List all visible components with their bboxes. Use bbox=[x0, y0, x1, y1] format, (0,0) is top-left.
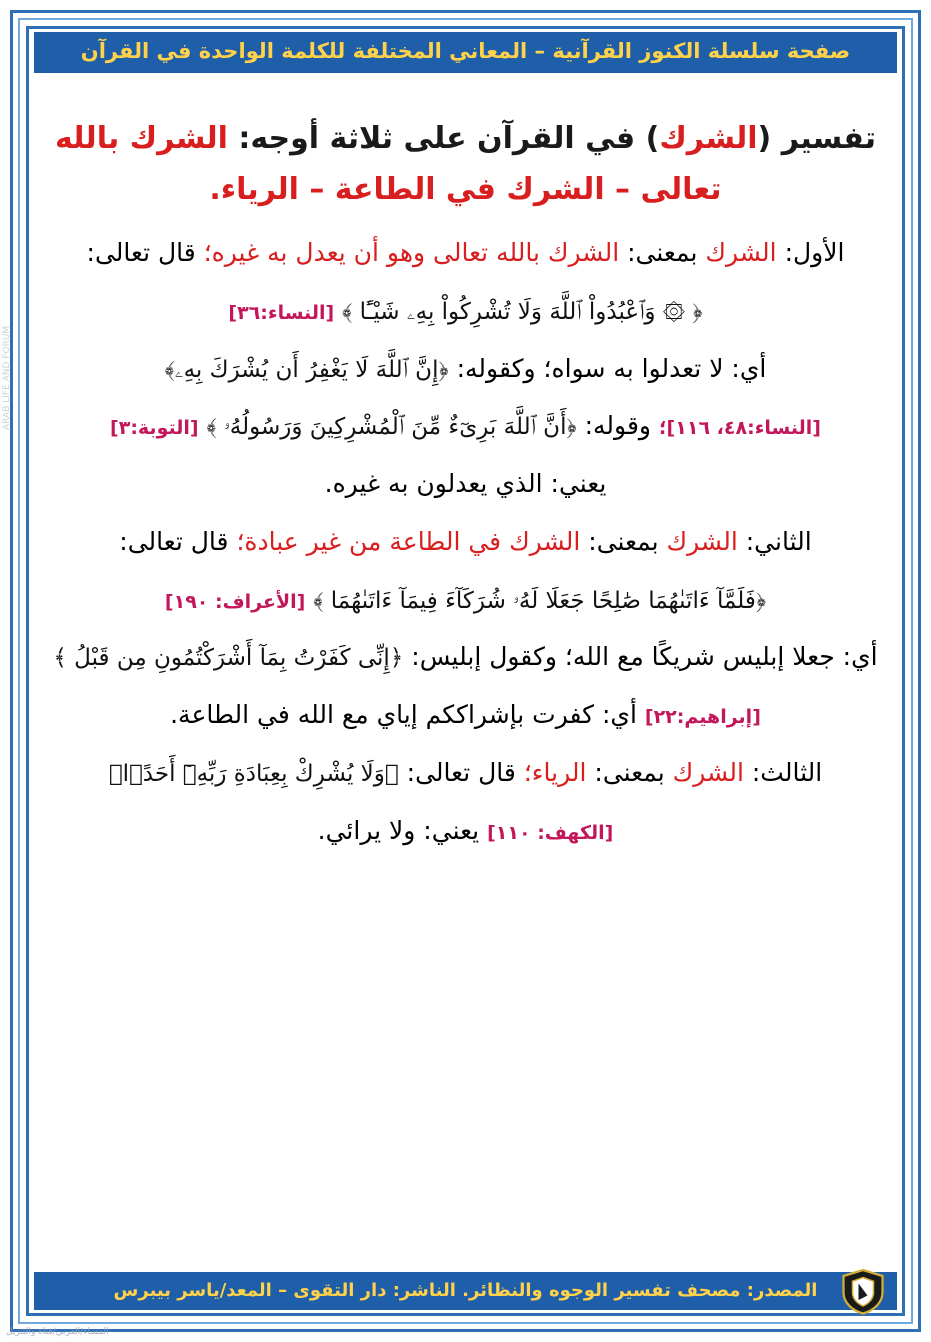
explain-text: أي: جعلا إبليس شريكًا مع الله؛ وكقول إبليس: bbox=[411, 642, 878, 672]
quran-verse-text: ﴿فَلَمَّآ ءَاتَىٰهُمَا صَٰلِحًا جَعَلَا لَهُۥ شُرَكَآءَ فِيمَآ ءَاتَىٰهُمَا ﴾ bbox=[313, 587, 767, 614]
section-first-word: الشرك bbox=[705, 238, 777, 268]
quran-reference: [التوبة:٣] bbox=[110, 417, 199, 440]
section-second-meaning-intro: بمعنى: bbox=[588, 526, 659, 556]
shield-logo-icon bbox=[839, 1267, 887, 1315]
watermark-side-text: ARAB LIFE AND FORUM bbox=[2, 325, 12, 430]
section-second-after: قال تعالى: bbox=[119, 526, 229, 556]
footer-publisher-value: دار التقوى bbox=[293, 1279, 387, 1301]
quran-verse-text: ﴿ ۞ وَٱعْبُدُواْ ٱللَّهَ وَلَا تُشْرِكُواْ بِهِۦ شَيْـًٔا ﴾ bbox=[342, 298, 703, 325]
section-third-intro bbox=[42, 751, 889, 795]
section-first-meaning: الشرك بالله تعالى وهو أن يعدل به غيره؛ bbox=[203, 238, 620, 268]
section-second-intro bbox=[42, 520, 889, 564]
quran-reference: [الأعراف: ١٩٠] bbox=[164, 590, 306, 613]
section-second-quran-1 bbox=[42, 578, 889, 622]
title-part2: ) في القرآن على ثلاثة أوجه: bbox=[227, 121, 660, 157]
explain-text: أي: لا تعدلوا به سواه؛ وكقوله: bbox=[456, 353, 767, 383]
footer-source-label: المصدر: bbox=[746, 1279, 818, 1301]
page-content bbox=[34, 32, 897, 1310]
section-second-meaning: الشرك في الطاعة من غير عبادة؛ bbox=[236, 526, 581, 556]
quran-reference: [إبراهيم:٢٢] bbox=[644, 706, 761, 729]
section-second-word: الشرك bbox=[666, 526, 738, 556]
section-first-intro bbox=[42, 231, 889, 275]
section-second-label: الثاني: bbox=[745, 526, 812, 556]
title-block bbox=[42, 113, 889, 215]
quran-reference: [النساء:٤٨، ١١٦]؛ bbox=[658, 417, 821, 440]
section-second-explain-1 bbox=[42, 635, 889, 679]
footer-publisher-label: الناشر: bbox=[392, 1279, 456, 1301]
section-first-explain-2 bbox=[42, 404, 889, 448]
section-first-meaning-intro: بمعنى: bbox=[627, 238, 698, 268]
quran-reference: [النساء:٣٦] bbox=[228, 301, 335, 324]
section-third-meaning: الرياء؛ bbox=[523, 757, 587, 787]
section-first-after: قال تعالى: bbox=[86, 238, 196, 268]
section-first-label: الأول: bbox=[784, 238, 845, 268]
explain-text: يعني: ولا يرائي. bbox=[317, 815, 480, 845]
page-footer bbox=[34, 1272, 897, 1311]
quran-verse-text: ﴿أَنَّ ٱللَّهَ بَرِىٓءٌ مِّنَ ٱلْمُشْرِكِينَ وَرَسُولُهُۥ ﴾ bbox=[206, 414, 577, 441]
title-part1: تفسير ( bbox=[757, 121, 876, 157]
document-body bbox=[34, 73, 897, 1271]
section-third-word: الشرك bbox=[672, 757, 744, 787]
explain-text: وقوله: bbox=[584, 411, 651, 441]
section-first-quran-1 bbox=[42, 289, 889, 333]
footer-source-value: مصحف تفسير الوجوه والنظائر. bbox=[462, 1279, 741, 1301]
quran-verse-text: ﴿وَلَا يُشْرِكْ بِعِبَادَةِ رَبِّهِۦٓ أَحَدًۢا﴾ bbox=[108, 760, 399, 787]
watermark-text: المساء/العربي/فتاة والتنزيل bbox=[6, 1327, 109, 1338]
title-keyword: الشرك bbox=[659, 121, 758, 157]
quran-verse-text: ﴿إِنَّ ٱللَّهَ لَا يَغْفِرُ أَن يُشْرَكَ بِهِۦ﴾ bbox=[164, 356, 449, 383]
section-third-label: الثالث: bbox=[751, 757, 823, 787]
section-third-after: قال تعالى: bbox=[406, 757, 516, 787]
section-second-explain-2 bbox=[42, 693, 889, 737]
footer-preparer: – المعد/ياسر بيبرس bbox=[113, 1279, 288, 1301]
section-third-meaning-intro: بمعنى: bbox=[594, 757, 665, 787]
section-first-explain-1 bbox=[42, 347, 889, 391]
section-first-explain-3: يعني: الذي يعدلون به غيره. bbox=[324, 469, 607, 499]
title-aspects: الشرك بالله تعالى – الشرك في الطاعة – الرياء. bbox=[54, 121, 722, 208]
quran-reference: [الكهف: ١١٠] bbox=[487, 821, 614, 844]
explain-text: أي: كفرت بإشراككم إياي مع الله في الطاعة. bbox=[170, 700, 637, 730]
section-third-explain-1 bbox=[42, 809, 889, 853]
quran-verse-text: ﴿إِنِّى كَفَرْتُ بِمَآ أَشْرَكْتُمُونِ مِن قَبْلُ ﴾ bbox=[53, 645, 404, 672]
page-header-title: صفحة سلسلة الكنوز القرآنية – المعاني المختلفة للكلمة الواحدة في القرآن bbox=[34, 32, 897, 73]
